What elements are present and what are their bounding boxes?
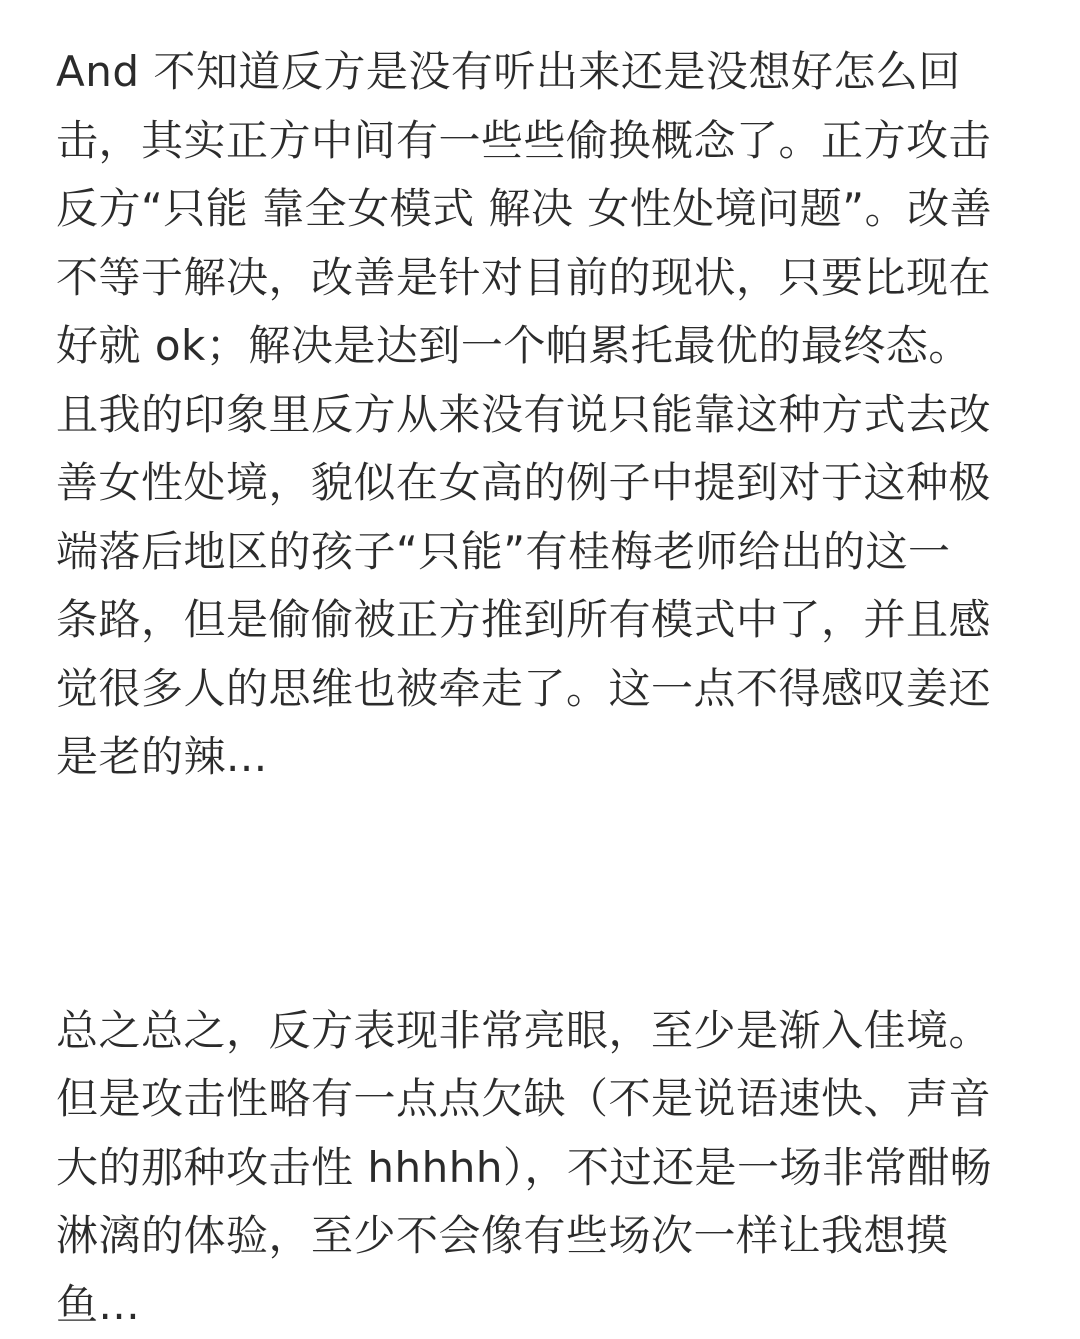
text-line: 端落后地区的孩子“只能”有桂梅老师给出的这一 <box>56 518 1036 587</box>
text-line: 淋漓的体验，至少不会像有些场次一样让我想摸 <box>56 1202 1036 1271</box>
text-line: 不等于解决，改善是针对目前的现状，只要比现在 <box>56 244 1036 313</box>
text-line: 反方“只能 靠全女模式 解决 女性处境问题”。改善 <box>56 175 1036 244</box>
text-line: 善女性处境，貌似在女高的例子中提到对于这种极 <box>56 449 1036 518</box>
paragraph-2 <box>56 997 1036 1339</box>
text-line: 好就 ok；解决是达到一个帕累托最优的最终态。 <box>56 312 1036 381</box>
text-line: 且我的印象里反方从来没有说只能靠这种方式去改 <box>56 381 1036 450</box>
text-line: 击，其实正方中间有一些些偷换概念了。正方攻击 <box>56 107 1036 176</box>
text-line: 觉很多人的思维也被牵走了。这一点不得感叹姜还 <box>56 655 1036 724</box>
text-line: 但是攻击性略有一点点欠缺（不是说语速快、声音 <box>56 1065 1036 1134</box>
text-line: 是老的辣... <box>56 723 1036 792</box>
text-line: 条路，但是偷偷被正方推到所有模式中了，并且感 <box>56 586 1036 655</box>
paragraph-spacer <box>56 792 1036 997</box>
article-text <box>56 38 1036 1339</box>
text-line: And 不知道反方是没有听出来还是没想好怎么回 <box>56 38 1036 107</box>
paragraph-1 <box>56 38 1036 792</box>
text-line: 大的那种攻击性 hhhhh），不过还是一场非常酣畅 <box>56 1134 1036 1203</box>
text-line: 鱼... <box>56 1271 1036 1339</box>
text-line: 总之总之，反方表现非常亮眼，至少是渐入佳境。 <box>56 997 1036 1066</box>
